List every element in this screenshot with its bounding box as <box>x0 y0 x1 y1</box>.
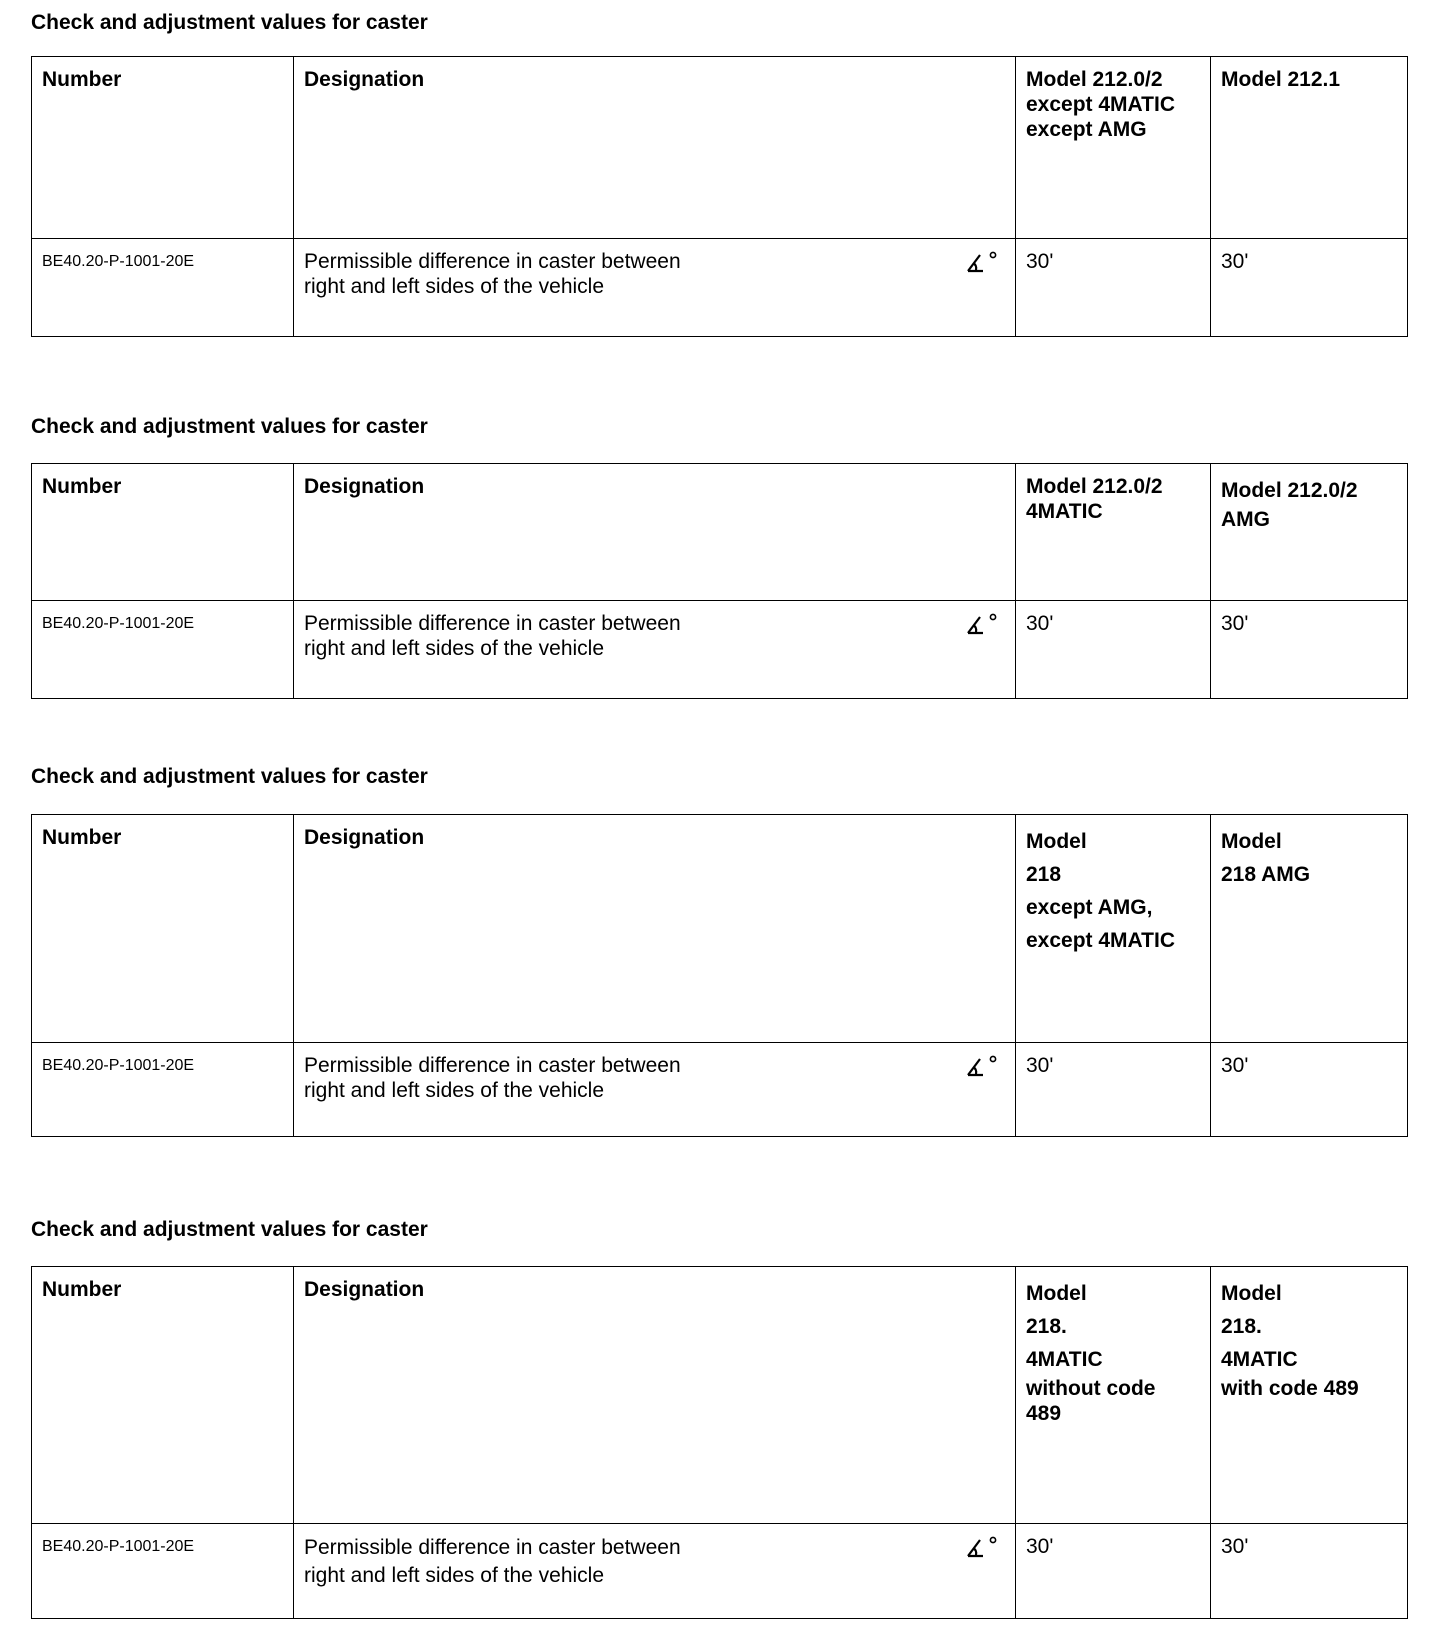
designation-text: Permissible difference in caster between right and left sides of the vehicle <box>304 250 681 298</box>
value-text: 30' <box>1221 1054 1249 1077</box>
header-model-a-line: Model 212.0/2 <box>1026 475 1163 498</box>
header-model-a-line: Model <box>1026 830 1087 853</box>
value-text: 30' <box>1026 1054 1054 1077</box>
header-model-b <box>1211 57 1408 239</box>
table-header-row <box>32 1267 1408 1524</box>
header-model-a-line: except 4MATIC <box>1026 929 1175 952</box>
header-model-a-line: 218 <box>1026 863 1062 886</box>
header-model-a-line: 4MATIC <box>1026 500 1103 523</box>
caster-angle-degree-icon <box>965 1053 999 1079</box>
header-model-a <box>1016 464 1211 601</box>
header-model-b-line: 218. <box>1221 1315 1262 1338</box>
designation-text: Permissible difference in caster between right and left sides of the vehicle <box>304 1054 681 1102</box>
value-text: 30' <box>1026 612 1054 635</box>
row-value-b <box>1211 601 1408 699</box>
section-title: Check and adjustment values for caster <box>31 1218 428 1241</box>
header-model-b-line: with code 489 <box>1221 1377 1359 1400</box>
caster-angle-degree-icon <box>965 249 999 275</box>
row-number: BE40.20-P-1001-20E <box>32 601 294 699</box>
header-designation: Designation <box>294 464 1016 601</box>
header-model-b-line: Model 212.1 <box>1221 68 1341 91</box>
row-designation <box>294 1524 1016 1619</box>
header-model-a-line: except AMG, <box>1026 896 1153 919</box>
caster-values-table <box>31 56 1408 337</box>
header-model-a-line: 4MATIC <box>1026 1348 1103 1371</box>
value-text: 30' <box>1221 1535 1249 1558</box>
header-model-a-line: 489 <box>1026 1402 1062 1425</box>
row-designation <box>294 239 1016 337</box>
table-header-row <box>32 815 1408 1043</box>
header-number: Number <box>32 815 294 1043</box>
designation-text: Permissible difference in caster between right and left sides of the vehicle <box>304 1536 681 1587</box>
header-number: Number <box>32 1267 294 1524</box>
table-row <box>32 601 1408 699</box>
value-text: 30' <box>1026 1535 1054 1558</box>
row-number: BE40.20-P-1001-20E <box>32 1524 294 1619</box>
row-number: BE40.20-P-1001-20E <box>32 239 294 337</box>
table-row <box>32 239 1408 337</box>
header-model-b-line: Model 212.0/2 <box>1221 479 1358 502</box>
section-title: Check and adjustment values for caster <box>31 11 428 34</box>
table-row <box>32 1524 1408 1619</box>
table-row <box>32 1043 1408 1137</box>
row-designation <box>294 601 1016 699</box>
header-designation: Designation <box>294 1267 1016 1524</box>
caster-values-table <box>31 1266 1408 1619</box>
header-model-b-line: Model <box>1221 1282 1282 1305</box>
header-model-b <box>1211 464 1408 601</box>
header-model-b-line: 4MATIC <box>1221 1348 1298 1371</box>
header-model-b-line: Model <box>1221 830 1282 853</box>
header-model-b <box>1211 1267 1408 1524</box>
value-text: 30' <box>1026 250 1054 273</box>
row-value-b <box>1211 239 1408 337</box>
header-designation: Designation <box>294 57 1016 239</box>
section-title: Check and adjustment values for caster <box>31 415 428 438</box>
header-model-a-line: Model <box>1026 1282 1087 1305</box>
value-text: 30' <box>1221 250 1249 273</box>
header-model-a-line: except AMG <box>1026 118 1147 141</box>
row-value-a <box>1016 601 1211 699</box>
header-model-a-line: 218. <box>1026 1315 1067 1338</box>
row-value-b <box>1211 1524 1408 1619</box>
value-text: 30' <box>1221 612 1249 635</box>
row-value-b <box>1211 1043 1408 1137</box>
section-title: Check and adjustment values for caster <box>31 765 428 788</box>
row-value-a <box>1016 239 1211 337</box>
row-value-a <box>1016 1043 1211 1137</box>
header-model-b-line: 218 AMG <box>1221 863 1311 886</box>
header-model-b <box>1211 815 1408 1043</box>
header-model-a-line: without code <box>1026 1377 1156 1400</box>
caster-values-table <box>31 814 1408 1137</box>
designation-text: Permissible difference in caster between right and left sides of the vehicle <box>304 612 681 660</box>
row-designation <box>294 1043 1016 1137</box>
header-designation: Designation <box>294 815 1016 1043</box>
table-header-row <box>32 57 1408 239</box>
header-model-b-line: AMG <box>1221 508 1270 531</box>
header-model-a <box>1016 815 1211 1043</box>
header-model-a-line: except 4MATIC <box>1026 93 1175 116</box>
header-number: Number <box>32 464 294 601</box>
row-value-a <box>1016 1524 1211 1619</box>
header-model-a <box>1016 1267 1211 1524</box>
caster-angle-degree-icon <box>965 1534 999 1560</box>
header-model-a-line: Model 212.0/2 <box>1026 68 1163 91</box>
caster-angle-degree-icon <box>965 611 999 637</box>
row-number: BE40.20-P-1001-20E <box>32 1043 294 1137</box>
caster-values-table <box>31 463 1408 699</box>
table-header-row <box>32 464 1408 601</box>
header-model-a <box>1016 57 1211 239</box>
header-number: Number <box>32 57 294 239</box>
